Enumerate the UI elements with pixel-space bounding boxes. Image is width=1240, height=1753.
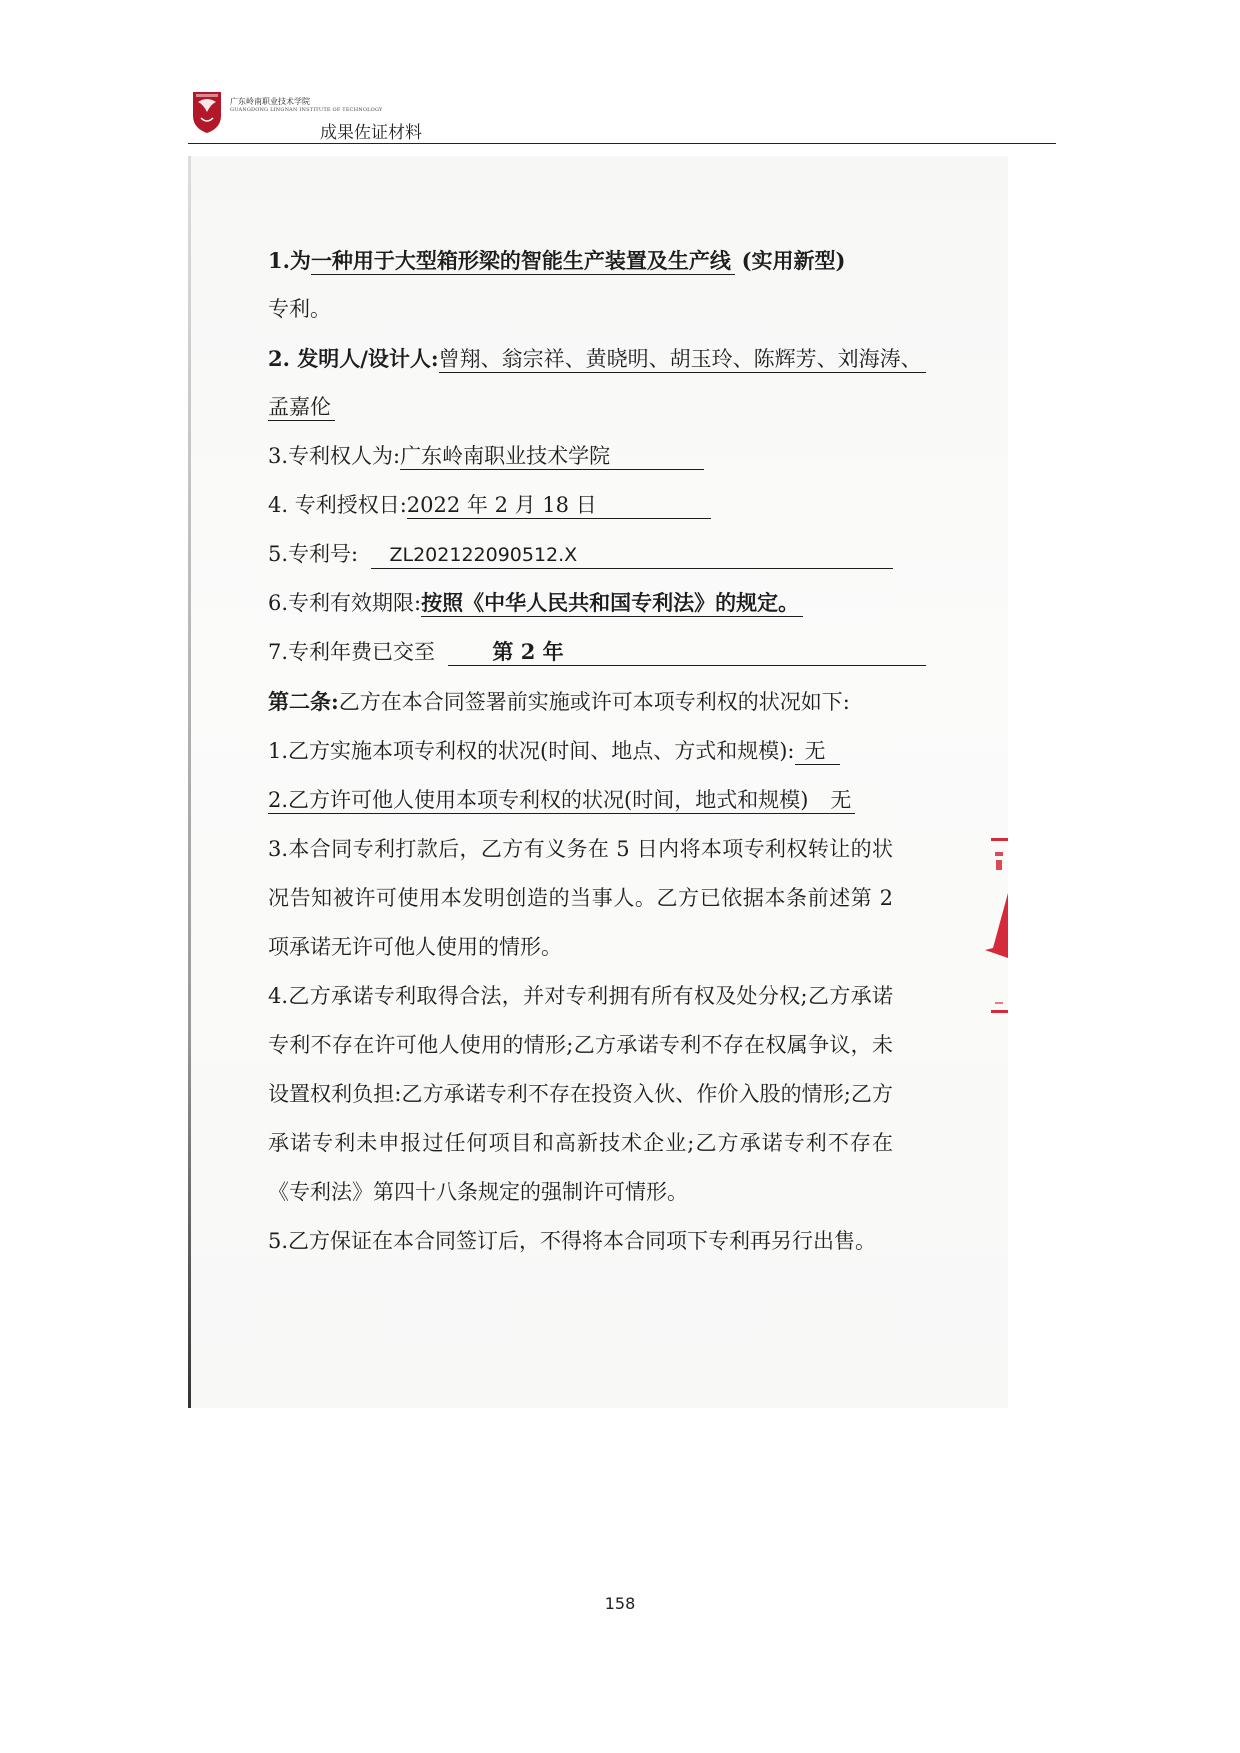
item-5-label: 5.专利号:	[268, 542, 359, 566]
item-6-label: 6.专利有效期限:	[268, 591, 422, 615]
item-1-prefix: 1.为	[268, 248, 311, 273]
page-number: 158	[604, 1594, 636, 1613]
article-2-text: 乙方在本合同签署前实施或许可本项专利权的状况如下:	[338, 690, 850, 714]
item-7-line	[268, 628, 893, 677]
item-1-line	[268, 236, 893, 285]
article-2-title: 第二条:	[268, 689, 339, 714]
article-2-heading	[268, 677, 893, 727]
item-7-annual-fee: 第 2 年	[448, 639, 926, 666]
item-3-label: 3.专利权人为:	[268, 444, 401, 468]
scanned-page	[188, 156, 1008, 1408]
item-2-cont-line	[268, 383, 893, 432]
item-5-line	[268, 530, 893, 579]
a-1-value: 无	[795, 738, 840, 765]
item-3-patentee: 广东岭南职业技术学院	[400, 443, 704, 470]
item-2-inventors: 曾翔、翁宗祥、黄晓明、胡玉玲、陈辉芳、刘海涛、	[439, 346, 926, 373]
item-1-tail-line	[268, 285, 893, 334]
school-crest-icon	[192, 90, 222, 134]
item-6-line	[268, 579, 893, 628]
a-4-paragraph: 4.乙方承诺专利取得合法，并对专利拥有所有权及处分权;乙方承诺专利不存在许可他人使用的情形;乙方承诺专利不存在权属争议，未设置权利负担:乙方承诺专利不存在投资入伙、作价入股的情形;乙方承诺专利未申报过任何项目和高新技术企业;乙方承诺专利不存在《专利法》第四十八条规定的强制许可情形。	[268, 984, 893, 1204]
item-3-line	[268, 432, 893, 481]
item-2-label: 2. 发明人/设计人:	[268, 346, 439, 371]
a-5-paragraph: 5.乙方保证在本合同签订后，不得将本合同项下专利再另行出售。	[268, 1229, 877, 1253]
item-4-line	[268, 481, 893, 530]
item-2-line	[268, 334, 922, 383]
org-name-cn: 广东岭南职业技术学院	[230, 97, 310, 106]
a-2-line	[268, 776, 893, 825]
item-1-tail: 专利。	[268, 297, 331, 321]
red-seal-stamp-icon	[983, 838, 1008, 1028]
a-1-line	[268, 727, 893, 776]
scan-edge-shadow	[188, 156, 191, 1408]
document-label: 成果佐证材料	[320, 123, 422, 143]
item-4-label: 4. 专利授权日:	[268, 493, 407, 517]
org-name-en: GUANGDONG LINGNAN INSTITUTE OF TECHNOLOGY	[230, 107, 383, 113]
a-2-text: 2.乙方许可他人使用本项专利权的状况(时间，地式和规模)	[268, 787, 812, 814]
item-2-inventors-cont: 孟嘉伦	[268, 394, 335, 421]
item-5-patent-number: ZL202122090512.X	[371, 542, 893, 569]
a-1-text: 1.乙方实施本项专利权的状况(时间、地点、方式和规模):	[268, 739, 795, 763]
item-7-label: 7.专利年费已交至	[268, 640, 436, 664]
a-3-paragraph: 3.本合同专利打款后，乙方有义务在 5 日内将本项专利权转让的状况告知被许可使用本发明创造的当事人。乙方已依据本条前述第 2 项承诺无许可他人使用的情形。	[268, 837, 893, 959]
item-4-grant-date: 2022 年 2 月 18 日	[407, 492, 711, 519]
page-header	[188, 90, 1056, 146]
item-1-suffix: (实用新型)	[741, 248, 846, 273]
header-divider	[188, 143, 1056, 144]
contract-text	[268, 236, 922, 1266]
item-1-patent-title: 一种用于大型箱形梁的智能生产装置及生产线	[311, 248, 735, 275]
a-2-value: 无	[812, 787, 855, 814]
item-6-validity: 按照《中华人民共和国专利法》的规定。	[421, 590, 803, 617]
